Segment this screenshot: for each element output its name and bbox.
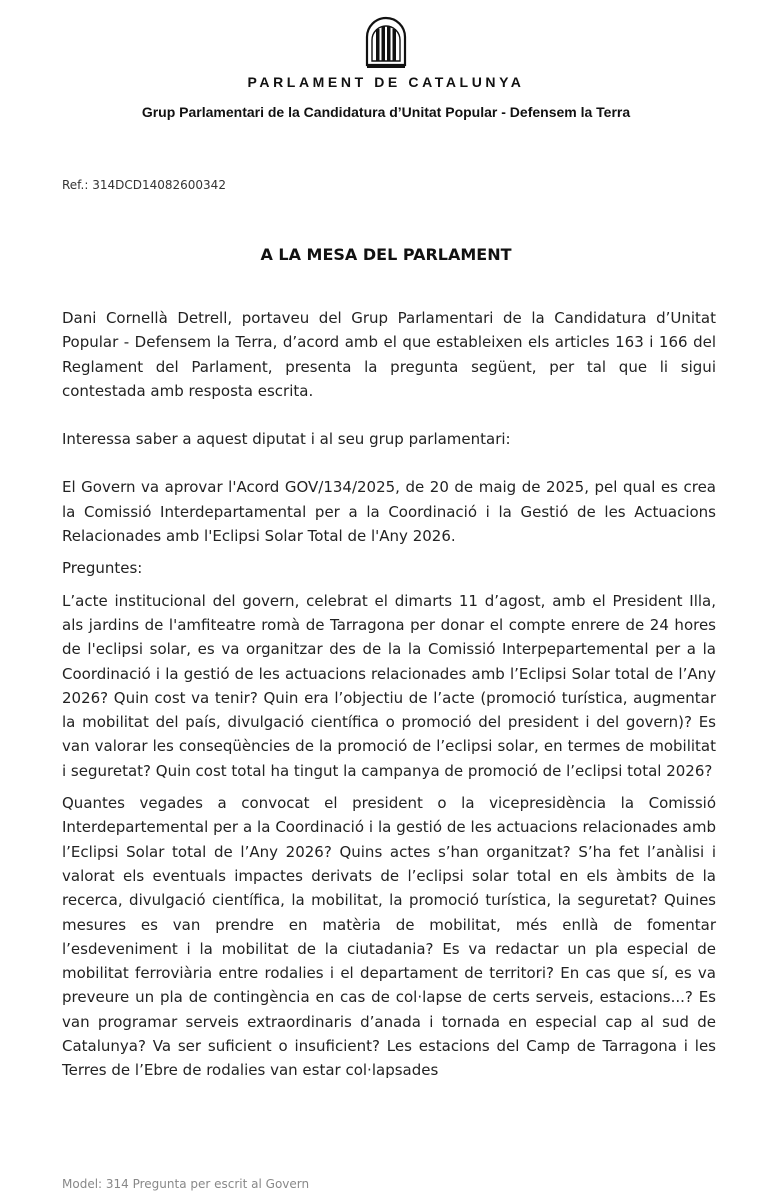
- parliament-logo-icon: [361, 12, 411, 70]
- question-paragraph-2: Quantes vegades a convocat el president o la vicepresidència la Comissió Interdepartemental per a la Coordinació i la gestió de les actuacions relacionades amb l’Eclipsi Solar total de l’Any 2026? Quins actes s’han organitzat? S’ha fet l’anàlisi i valorat els eventuals impactes derivats de l’eclipsi solar total en els àmbits de la recerca, divulgació científica, la mobilitat, la promoció turística, la seguretat? Quines mesures es van prendre en matèria de mobilitat, més enllà de fomentar l’esdeveniment i la mobilitat de la ciutadania? Es va redactar un pla especial de mobilitat ferroviària entre rodalies i el departament de territori? En cas que sí, es va preveure un pla de contingència en cas de col·lapse de certs serveis, estacions...? Es van programar serveis extraordinaris d’anada i tornada en especial cap al sud de Catalunya? Va ser suficient o insuficient? Les estacions del Camp de Tarragona i les Terres de l’Ebre de rodalies van estar col·lapsades: [62, 794, 716, 1080]
- interest-paragraph: Interessa saber a aquest diputat i al seu grup parlamentari:: [62, 430, 511, 449]
- document-body: [62, 306, 716, 1083]
- document-heading: A LA MESA DEL PARLAMENT: [260, 245, 512, 264]
- question-paragraph-1: L’acte institucional del govern, celebrat el dimarts 11 d’agost, amb el President Illa, als jardins de l'amfiteatre romà de Tarragona per donar el compte enrere de 24 hores de l'eclipsi solar, es va organitzar des de la la Comissió Interpepartemental per a la Coordinació i la gestió de les actuacions relacionades amb l’Eclipsi Solar total de l’Any 2026? Quin cost va tenir? Quin era l’objectiu de l’acte (promoció turística, augmentar la mobilitat del país, divulgació científica o promoció del president i del govern)? Es van valorar les conseqüències de la promoció de l’eclipsi solar, en termes de mobilitat i seguretat? Quin cost total ha tingut la campanya de promoció de l’eclipsi total 2026?: [62, 591, 716, 780]
- context-paragraph: El Govern va aprovar l'Acord GOV/134/2025, de 20 de maig de 2025, pel qual es crea la Comissió Interdepartamental per a la Coordinació i la Gestió de les Actuacions Relacionades amb l'Eclipsi Solar Total de l'Any 2026.: [62, 478, 716, 546]
- organization-title: PARLAMENT DE CATALUNYA: [247, 74, 525, 90]
- parliamentary-group-title: Grup Parlamentari de la Candidatura d’Unitat Popular - Defensem la Terra: [141, 104, 631, 120]
- intro-paragraph: Dani Cornellà Detrell, portaveu del Grup Parlamentari de la Candidatura d’Unitat Popular - Defensem la Terra, d’acord amb el que estableixen els articles 163 i 166 del Reglament del Parlament, presenta la pregunta següent, per tal que li sigui contestada amb resposta escrita.: [62, 309, 716, 400]
- reference-number: Ref.: 314DCD14082600342: [62, 178, 226, 192]
- footer-model-text: Model: 314 Pregunta per escrit al Govern: [62, 1177, 310, 1191]
- questions-label: Preguntes:: [62, 559, 143, 578]
